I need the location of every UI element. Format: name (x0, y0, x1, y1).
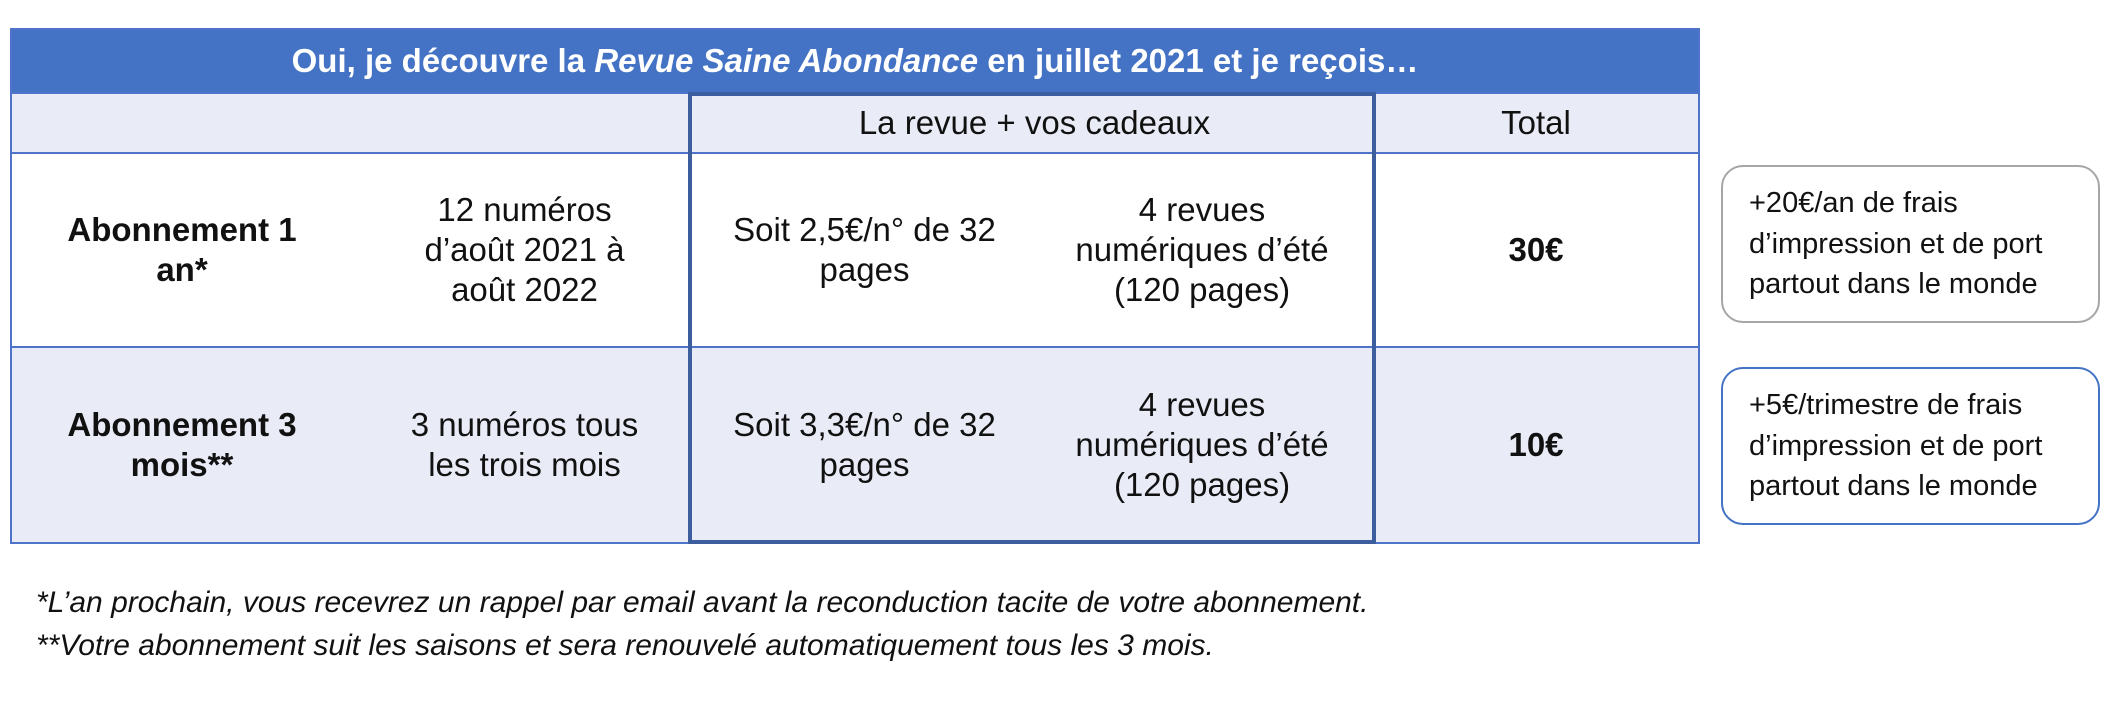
note-line: d’impression et de port (1749, 429, 2043, 462)
issues-line: les trois mois (428, 446, 621, 483)
footnote-annual: *L’an prochain, vous recevrez un rappel par email avant la reconduction tacite de votre abonnement. (36, 586, 1369, 619)
table-row-annual (12, 154, 1698, 348)
plan-name-line: Abonnement 3 (67, 405, 297, 443)
issues-line: 3 numéros tous (410, 405, 639, 443)
footnotes (36, 582, 1368, 667)
header-gifts: La revue + vos cadeaux (858, 103, 1211, 141)
footnote-quarterly: **Votre abonnement suit les saisons et sera renouvelé automatiquement tous les 3 mois. (36, 628, 1214, 662)
note-line: +5€/trimestre de frais (1749, 389, 2023, 422)
issues-line: 12 numéros (437, 190, 612, 228)
gifts-line: numériques d’été (1075, 230, 1329, 268)
title-text-start: Oui, je découvre la (291, 42, 595, 79)
shipping-note-annual (1721, 165, 2100, 323)
price-line: Soit 3,3€/n° de 32 (733, 405, 996, 443)
issues-line: d’août 2021 à (424, 230, 625, 268)
title-magazine-name: Revue Saine Abondance (594, 42, 979, 79)
plan-total: 10€ (1508, 425, 1564, 463)
plan-gifts (1032, 154, 1372, 346)
plan-name-line: an* (156, 251, 208, 288)
note-line: partout dans le monde (1749, 470, 2038, 503)
table-row-quarterly (12, 348, 1698, 542)
plan-name-line: mois** (130, 446, 234, 483)
gifts-line: 4 revues (1138, 385, 1266, 423)
issues-line: août 2022 (451, 271, 598, 309)
plan-price-per-issue (697, 154, 1032, 346)
plan-total: 30€ (1508, 230, 1564, 268)
gifts-line: numériques d’été (1075, 425, 1329, 463)
price-line: pages (819, 446, 910, 483)
note-line: +20€/an de frais (1749, 187, 1958, 220)
table-title (12, 30, 1698, 92)
price-line: pages (819, 251, 910, 288)
note-line: partout dans le monde (1749, 268, 2038, 301)
plan-name (12, 348, 352, 542)
gifts-line: (120 pages) (1113, 466, 1291, 504)
price-line: Soit 2,5€/n° de 32 (733, 210, 996, 248)
plan-gifts (1032, 348, 1372, 542)
shipping-note-quarterly (1721, 367, 2100, 525)
plan-name-line: Abonnement 1 (67, 210, 297, 248)
plan-price-per-issue (697, 348, 1032, 542)
plan-issues (352, 348, 697, 542)
header-row (12, 92, 1698, 154)
header-total: Total (1501, 103, 1571, 141)
plan-name (12, 154, 352, 346)
plan-issues (352, 154, 697, 346)
title-text-end: en juillet 2021 et je reçois… (978, 42, 1419, 79)
pricing-table (10, 28, 1700, 544)
note-line: d’impression et de port (1749, 227, 2043, 260)
gifts-line: 4 revues (1138, 190, 1266, 228)
gifts-line: (120 pages) (1113, 271, 1291, 309)
